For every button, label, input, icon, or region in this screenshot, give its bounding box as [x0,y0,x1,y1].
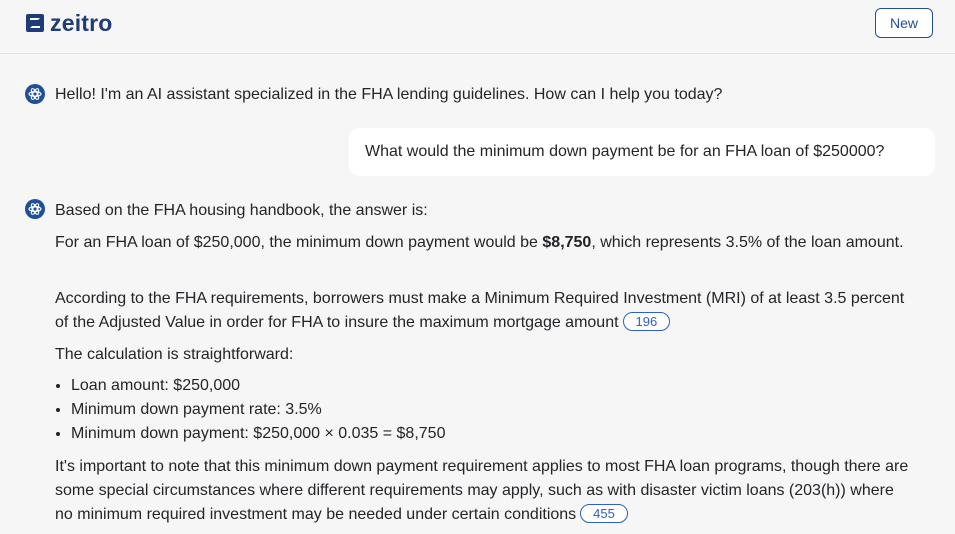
answer-intro: Based on the FHA housing handbook, the answer is: [55,202,428,219]
answer-paragraph-3: The calculation is straightforward: [55,346,294,363]
citation-badge[interactable]: 455 [580,504,628,523]
answer-paragraph-4 [55,455,915,527]
assistant-greeting: Hello! I'm an AI assistant specialized in the FHA lending guidelines. How can I help you today? [55,86,723,103]
answer-paragraph-2 [55,287,915,335]
answer-p2-text: According to the FHA requirements, borrowers must make a Minimum Required Investment (MRI) of at least 3.5 percent of the Adjusted Value in order for FHA to insure the maximum mortgage amount [55,290,905,331]
answer-p1-text: For an FHA loan of $250,000, the minimum down payment would be [55,234,543,251]
assistant-avatar-icon [25,84,45,104]
assistant-avatar-icon [25,199,45,219]
answer-p4-text: It's important to note that this minimum down payment requirement applies to most FHA loan programs, though there are some special circumstances where different requirements may apply, such as with disaster victim loans (203(h)) where no minimum required investment may be needed under certain conditions [55,458,909,523]
user-message-text: What would the minimum down payment be for an FHA loan of $250000? [365,143,885,160]
list-item: • Minimum down payment: $250,000 × 0.035 = $8,750 [71,422,445,446]
list-item: • Minimum down payment rate: 3.5% [71,398,445,422]
answer-p1-amount: $8,750 [542,234,592,251]
zeitro-logo[interactable] [25,11,113,35]
list-item: • Loan amount: $250,000 [71,374,445,398]
answer-paragraph-1 [55,231,915,255]
app-header [0,0,955,54]
user-message-bubble [349,128,935,176]
new-chat-button[interactable]: New [875,8,933,38]
calculation-list [55,374,445,446]
citation-badge[interactable]: 196 [623,312,671,331]
answer-p1-text-end: , which represents 3.5% of the loan amount. [591,234,904,251]
logo-text: zeitro [50,10,113,36]
zeitro-logo-icon [25,13,45,33]
